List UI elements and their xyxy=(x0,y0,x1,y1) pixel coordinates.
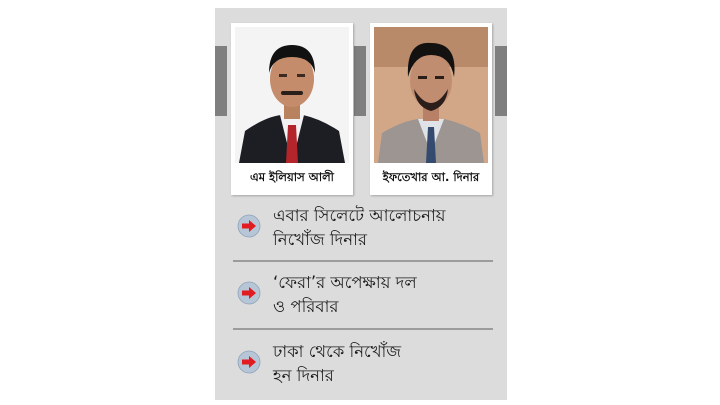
divider xyxy=(233,260,493,262)
right-accent-bar xyxy=(495,46,507,116)
headline-text-3: ঢাকা থেকে নিখোঁজ হন দিনার xyxy=(273,342,402,385)
headline-link-1[interactable] xyxy=(233,204,495,256)
news-sidebar-panel xyxy=(215,8,507,400)
arrow-right-circle-icon xyxy=(237,350,261,374)
headline-text-1: এবার সিলেটে আলোচনায় নিখোঁজ দিনার xyxy=(273,206,446,249)
person-card-2 xyxy=(370,23,492,195)
headline-link-3[interactable] xyxy=(233,340,495,392)
person-photo-1 xyxy=(235,27,349,163)
person-name-2: ইফতেখার আ. দিনার xyxy=(382,169,480,184)
left-accent-bar xyxy=(215,46,227,116)
person-photo-2 xyxy=(374,27,488,163)
person-card-1 xyxy=(231,23,353,195)
arrow-right-circle-icon xyxy=(237,214,261,238)
person-name-1: এম ইলিয়াস আলী xyxy=(250,169,334,184)
headline-text-2: ‘ফেরা’র অপেক্ষায় দল ও পরিবার xyxy=(273,273,417,316)
divider xyxy=(233,328,493,330)
middle-accent-bar xyxy=(354,46,366,116)
headline-link-2[interactable] xyxy=(233,271,495,323)
arrow-right-circle-icon xyxy=(237,281,261,305)
